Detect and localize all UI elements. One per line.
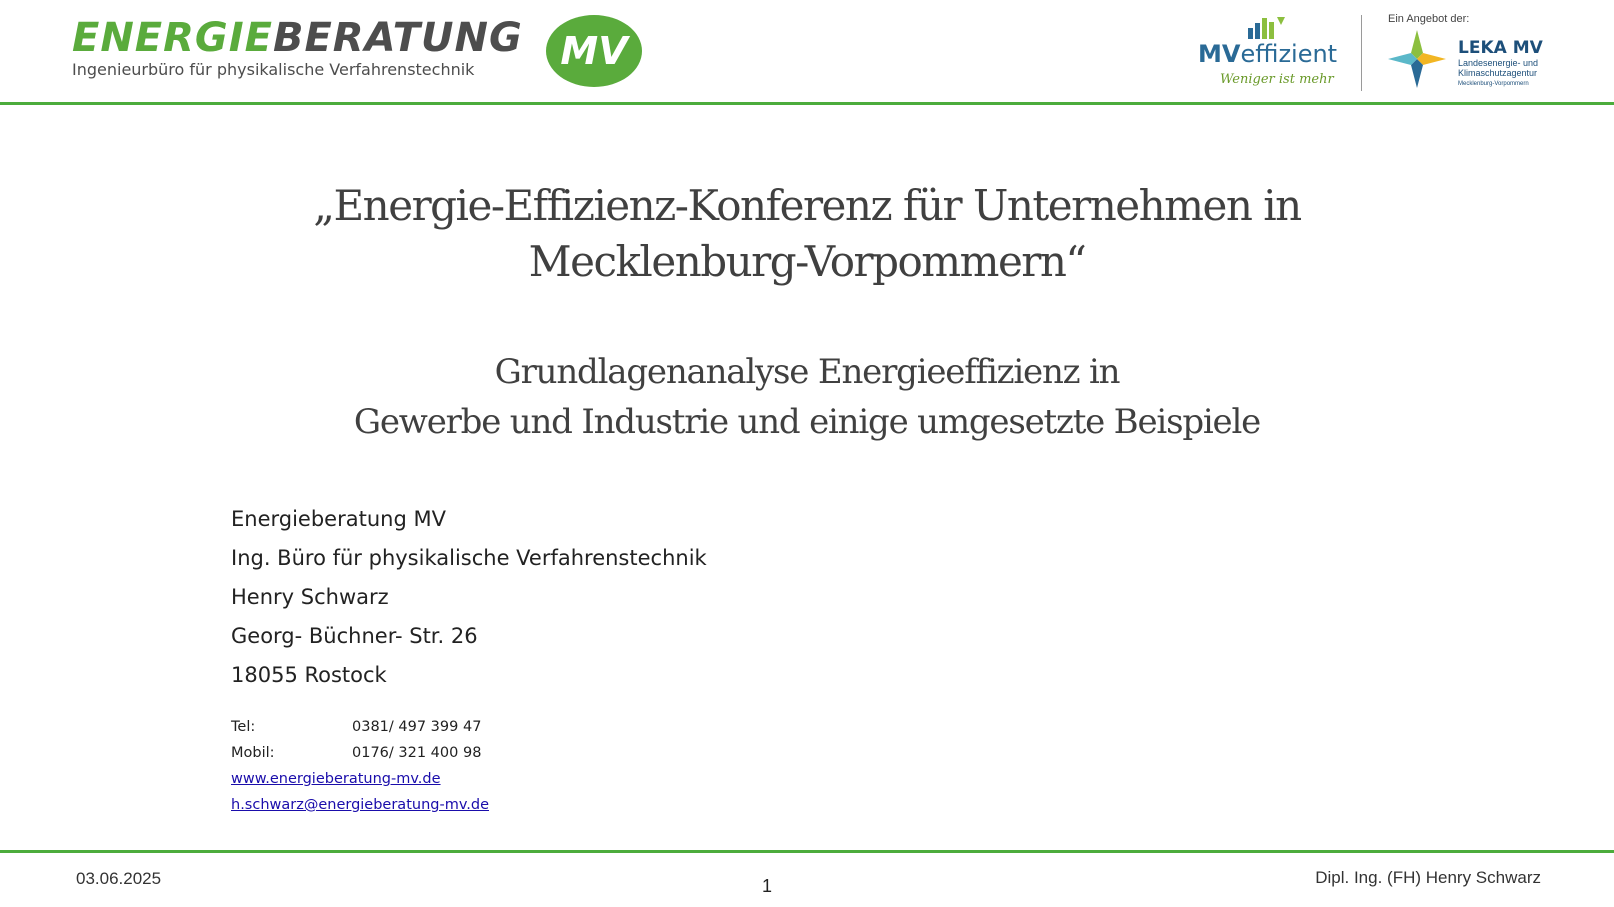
header-logo-divider bbox=[1361, 15, 1362, 91]
leka-logo-name: LEKA MV bbox=[1458, 38, 1543, 58]
mveffizient-bars-icon bbox=[1246, 14, 1286, 40]
contact-city: 18055 Rostock bbox=[231, 663, 387, 687]
mobil-value: 0176/ 321 400 98 bbox=[352, 745, 482, 761]
mobil-label: Mobil: bbox=[231, 745, 275, 761]
mobil-row bbox=[231, 740, 489, 766]
website-row bbox=[231, 766, 489, 792]
slide-title-line2: Mecklenburg-Vorpommern“ bbox=[528, 237, 1086, 286]
brand-logo-wordmark bbox=[72, 15, 523, 61]
mveffizient-logo bbox=[1198, 42, 1337, 66]
leka-intro-text: Ein Angebot der: bbox=[1388, 13, 1470, 25]
contact-office: Ing. Büro für physikalische Verfahrenstechnik bbox=[231, 546, 707, 570]
tel-value: 0381/ 497 399 47 bbox=[352, 719, 482, 735]
footer-author: Dipl. Ing. (FH) Henry Schwarz bbox=[1315, 868, 1541, 887]
footer-page-number: 1 bbox=[762, 876, 773, 896]
brand-logo-part2: BERATUNG bbox=[272, 15, 523, 61]
slide-subtitle-line1: Grundlagenanalyse Energieeffizienz in bbox=[494, 352, 1120, 392]
tel-label: Tel: bbox=[231, 719, 256, 735]
slide-subtitle-line2: Gewerbe und Industrie und einige umgesetzte Beispiele bbox=[353, 402, 1261, 442]
mveffizient-logo-bold: MV bbox=[1198, 40, 1241, 68]
footer-divider-line bbox=[0, 850, 1614, 853]
leka-subtitle-line3: Mecklenburg-Vorpommern bbox=[1458, 81, 1529, 87]
brand-logo-part1: ENERGIE bbox=[72, 15, 273, 61]
email-row bbox=[231, 792, 489, 818]
leka-subtitle-line2: Klimaschutzagentur bbox=[1458, 68, 1538, 78]
website-link[interactable]: www.energieberatung-mv.de bbox=[231, 771, 441, 787]
footer-date: 03.06.2025 bbox=[76, 869, 162, 888]
contact-block bbox=[231, 500, 707, 695]
slide-header bbox=[0, 0, 1614, 104]
contact-company: Energieberatung MV bbox=[231, 507, 446, 531]
slide-subtitle bbox=[0, 347, 1614, 447]
brand-mv-badge: MV bbox=[546, 15, 642, 87]
email-link[interactable]: h.schwarz@energieberatung-mv.de bbox=[231, 797, 490, 813]
mveffizient-logo-rest: effizient bbox=[1240, 40, 1338, 68]
slide-title-line1: „Energie-Effizienz-Konferenz für Unternehmen in bbox=[313, 181, 1301, 230]
leka-star-icon bbox=[1386, 28, 1448, 90]
contact-details bbox=[231, 714, 489, 818]
mveffizient-tagline: Weniger ist mehr bbox=[1220, 72, 1334, 87]
leka-subtitle-line1: Landesenergie- und bbox=[1458, 58, 1539, 68]
contact-street: Georg- Büchner- Str. 26 bbox=[231, 624, 478, 648]
header-divider-line bbox=[0, 102, 1614, 105]
brand-subtitle: Ingenieurbüro für physikalische Verfahrenstechnik bbox=[72, 60, 475, 79]
contact-person: Henry Schwarz bbox=[231, 585, 389, 609]
slide-title bbox=[0, 178, 1614, 290]
tel-row bbox=[231, 714, 489, 740]
